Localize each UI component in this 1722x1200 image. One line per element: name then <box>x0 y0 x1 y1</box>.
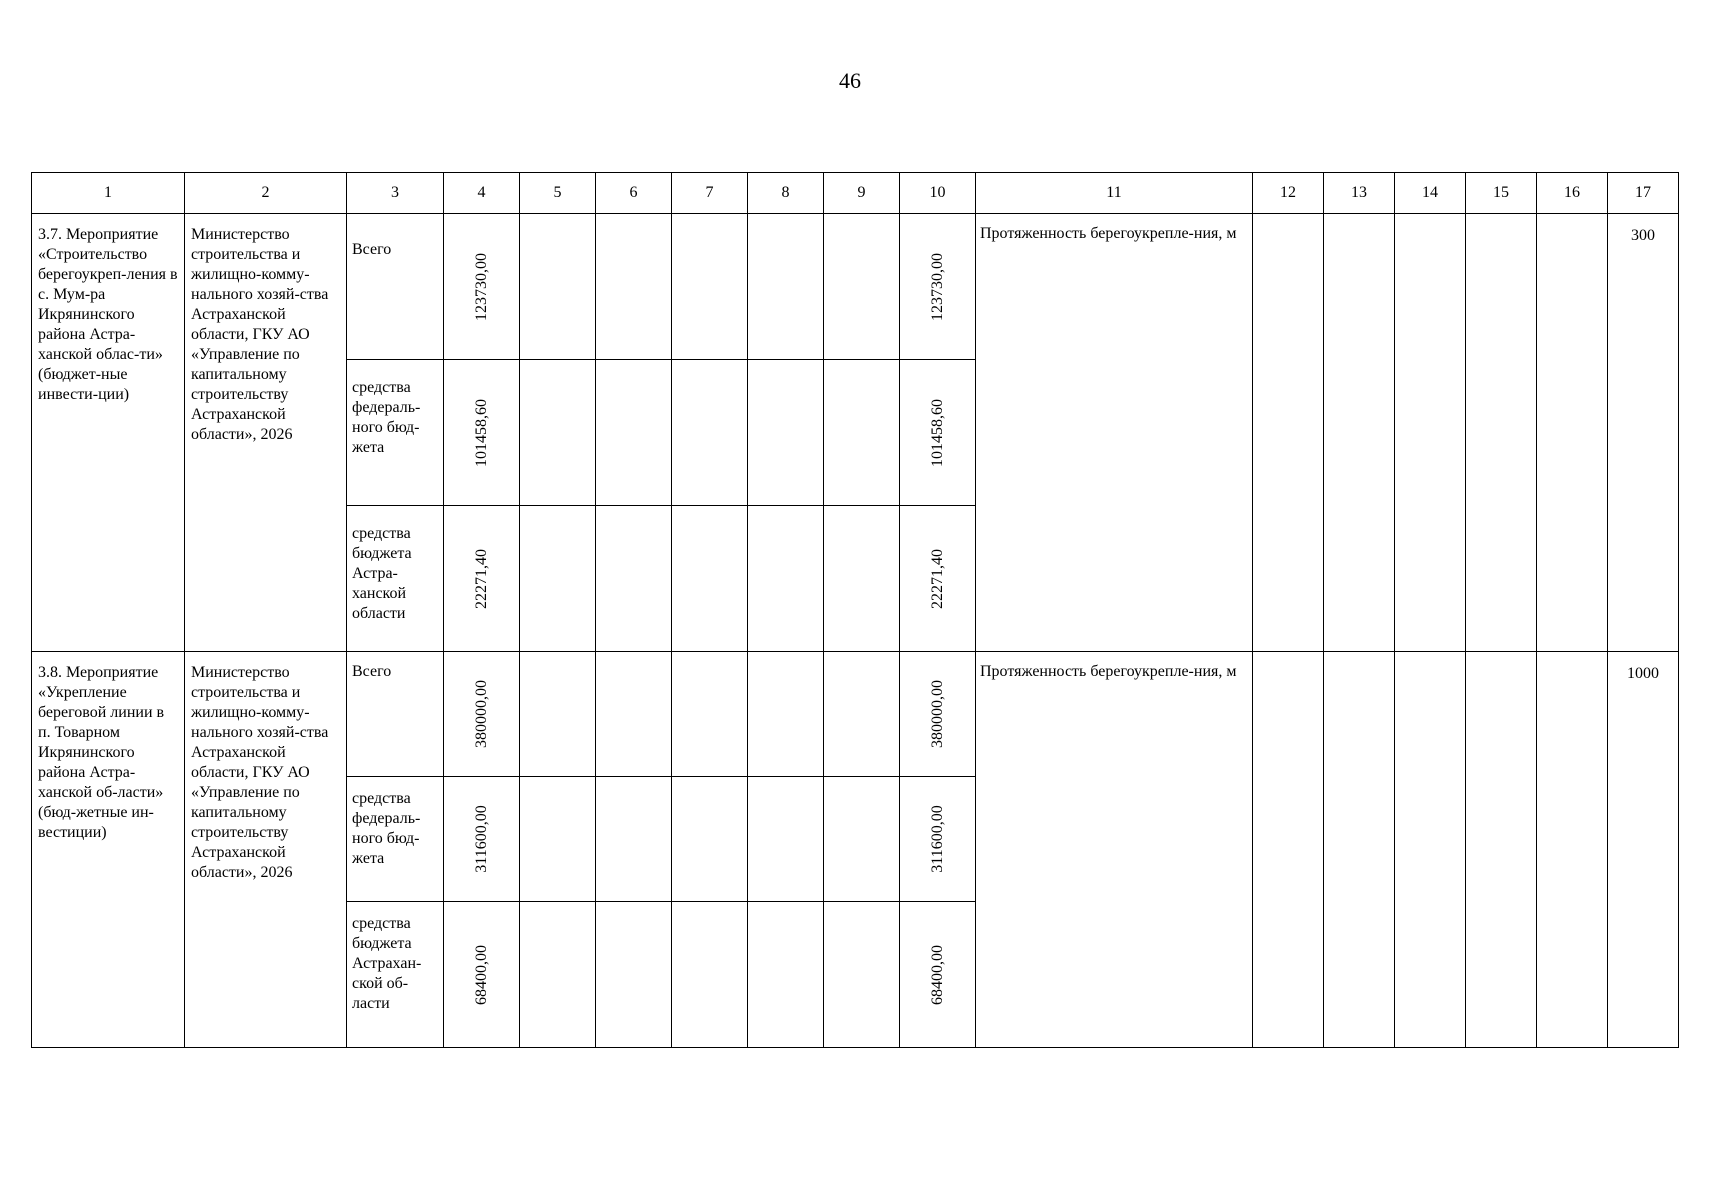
empty-cell <box>748 777 824 902</box>
empty-cell <box>672 506 748 652</box>
empty-cell <box>1324 214 1395 652</box>
amount-cell <box>900 360 976 506</box>
event-cell: 3.8. Мероприятие «Укрепление береговой линии в п. Товарном Икрянинского района Астра-ханской об-ласти» (бюд-жетные ин-вестиции) <box>32 652 185 1048</box>
source-label: средства федераль-ного бюд-жета <box>347 777 444 902</box>
responsible-cell: Министерство строительства и жилищно-комму-нального хозяй-ства Астраханской области, ГКУ АО «Управление по капитальному строительству Астраханской области», 2026 <box>185 214 347 652</box>
event-cell: 3.7. Мероприятие «Строительство берегоукреп-ления в с. Мум-ра Икрянинского района Астра-ханской облас-ти» (бюджет-ные инвести-ции) <box>32 214 185 652</box>
column-header: 12 <box>1253 173 1324 214</box>
source-label: средства бюджета Астрахан-ской об-ласти <box>347 902 444 1048</box>
empty-cell <box>748 902 824 1048</box>
column-header: 14 <box>1395 173 1466 214</box>
amount-cell <box>444 360 520 506</box>
table-row <box>32 214 1679 360</box>
amount-value: 101458,60 <box>472 398 490 467</box>
empty-cell <box>520 902 596 1048</box>
header-row <box>32 173 1679 214</box>
target-value-cell: 1000 <box>1608 652 1679 1048</box>
amount-cell <box>900 652 976 777</box>
source-label: Всего <box>347 214 444 360</box>
column-header: 9 <box>824 173 900 214</box>
empty-cell <box>824 506 900 652</box>
source-label: Всего <box>347 652 444 777</box>
amount-cell <box>900 777 976 902</box>
amount-cell <box>444 506 520 652</box>
amount-cell <box>444 902 520 1048</box>
amount-value: 101458,60 <box>928 398 946 467</box>
amount-cell <box>900 506 976 652</box>
empty-cell <box>748 506 824 652</box>
empty-cell <box>1324 652 1395 1048</box>
empty-cell <box>520 777 596 902</box>
empty-cell <box>1537 652 1608 1048</box>
column-header: 11 <box>976 173 1253 214</box>
column-header: 10 <box>900 173 976 214</box>
indicator-cell: Протяженность берегоукрепле-ния, м <box>976 214 1253 652</box>
amount-value: 22271,40 <box>472 548 490 609</box>
column-header: 17 <box>1608 173 1679 214</box>
amount-value: 380000,00 <box>928 680 946 748</box>
empty-cell <box>672 652 748 777</box>
empty-cell <box>1253 652 1324 1048</box>
empty-cell <box>520 214 596 360</box>
empty-cell <box>596 777 672 902</box>
source-label: средства федераль-ного бюд-жета <box>347 360 444 506</box>
amount-value: 123730,00 <box>928 252 946 321</box>
empty-cell <box>596 214 672 360</box>
column-header: 1 <box>32 173 185 214</box>
empty-cell <box>824 902 900 1048</box>
empty-cell <box>520 360 596 506</box>
amount-value: 123730,00 <box>472 252 490 321</box>
page-number: 46 <box>839 68 861 93</box>
amount-cell <box>900 902 976 1048</box>
target-value-cell: 300 <box>1608 214 1679 652</box>
empty-cell <box>1537 214 1608 652</box>
empty-cell <box>1253 214 1324 652</box>
empty-cell <box>748 360 824 506</box>
amount-cell <box>444 777 520 902</box>
empty-cell <box>672 214 748 360</box>
amount-value: 22271,40 <box>928 548 946 609</box>
amount-cell <box>444 214 520 360</box>
empty-cell <box>672 360 748 506</box>
empty-cell <box>596 360 672 506</box>
table-row <box>32 652 1679 777</box>
amount-value: 68400,00 <box>928 944 946 1005</box>
empty-cell <box>596 506 672 652</box>
amount-cell <box>444 652 520 777</box>
empty-cell <box>824 214 900 360</box>
empty-cell <box>748 652 824 777</box>
amount-cell <box>900 214 976 360</box>
empty-cell <box>1395 652 1466 1048</box>
amount-value: 311600,00 <box>472 805 490 873</box>
column-header: 2 <box>185 173 347 214</box>
responsible-cell: Министерство строительства и жилищно-комму-нального хозяй-ства Астраханской области, ГКУ АО «Управление по капитальному строительству Астраханской области», 2026 <box>185 652 347 1048</box>
amount-value: 380000,00 <box>472 680 490 748</box>
empty-cell <box>672 902 748 1048</box>
column-header: 3 <box>347 173 444 214</box>
empty-cell <box>824 360 900 506</box>
column-header: 6 <box>596 173 672 214</box>
column-header: 16 <box>1537 173 1608 214</box>
indicator-cell: Протяженность берегоукрепле-ния, м <box>976 652 1253 1048</box>
column-header: 15 <box>1466 173 1537 214</box>
program-table <box>31 172 1679 1048</box>
amount-value: 68400,00 <box>472 944 490 1005</box>
empty-cell <box>824 777 900 902</box>
column-header: 7 <box>672 173 748 214</box>
amount-value: 311600,00 <box>928 805 946 873</box>
empty-cell <box>824 652 900 777</box>
empty-cell <box>1395 214 1466 652</box>
empty-cell <box>1466 214 1537 652</box>
empty-cell <box>596 902 672 1048</box>
column-header: 5 <box>520 173 596 214</box>
empty-cell <box>672 777 748 902</box>
empty-cell <box>520 652 596 777</box>
empty-cell <box>596 652 672 777</box>
empty-cell <box>748 214 824 360</box>
empty-cell <box>520 506 596 652</box>
source-label: средства бюджета Астра-ханской области <box>347 506 444 652</box>
column-header: 4 <box>444 173 520 214</box>
column-header: 13 <box>1324 173 1395 214</box>
column-header: 8 <box>748 173 824 214</box>
empty-cell <box>1466 652 1537 1048</box>
